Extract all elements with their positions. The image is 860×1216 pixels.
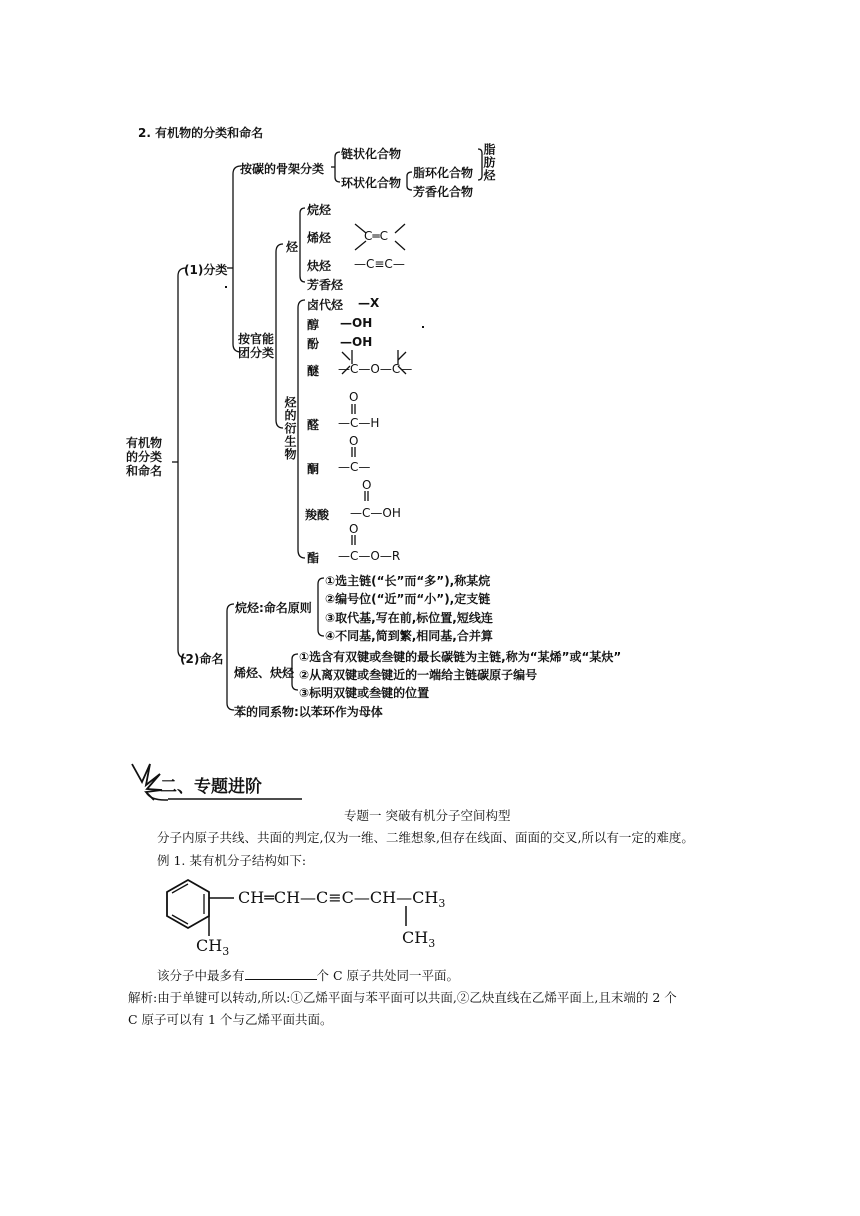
alkane-item: 烷烃	[307, 203, 332, 217]
benzene-homolog-rule: 苯的同系物:以苯环作为母体	[234, 705, 383, 719]
section-title: 2. 有机物的分类和命名	[138, 126, 264, 140]
hydrocarbon-label: 烃	[286, 240, 299, 254]
acid-formula: —C—OH	[350, 506, 401, 520]
naming-label: (2)命名	[180, 652, 224, 666]
structure-ch3-left: $CH_3$	[196, 936, 230, 959]
alkyne-formula: —C≡C—	[354, 257, 405, 271]
ether-formula: —C—O—C—	[338, 362, 413, 376]
alkane-rule-2: ②编号位(“近”而“小”),定支链	[325, 592, 491, 606]
classify-label: (1)分类	[184, 263, 228, 277]
part2-heading: 二、专题进阶	[160, 777, 262, 797]
ester-formula: —C—O—R	[338, 549, 401, 563]
alkene-rule-3: ③标明双键或叁键的位置	[299, 686, 430, 700]
ketone-oxygen: O	[349, 434, 359, 448]
structure-main-chain: $CH═CH—C\equiv C—CH—CH_3$	[238, 888, 446, 911]
alcohol-formula: —OH	[340, 316, 373, 330]
answer-blank[interactable]	[245, 969, 317, 980]
aromatic-compound: 芳香化合物	[413, 185, 474, 199]
aliphatic-label: 脂肪烃	[482, 143, 496, 182]
structure-ch3-right: $CH_3$	[402, 928, 436, 951]
phenol-formula: —OH	[340, 335, 373, 349]
phenol-name: 酚	[307, 337, 320, 351]
alicyclic-compound: 脂环化合物	[413, 166, 474, 180]
alcohol-name: 醇	[307, 318, 320, 332]
topic-title: 专题一 突破有机分子空间构型	[344, 808, 511, 823]
example-label: 例 1. 某有机分子结构如下:	[157, 853, 307, 868]
analysis-line-2: C 原子可以有 1 个与乙烯平面共面。	[128, 1012, 333, 1027]
ester-oxygen: O	[349, 522, 359, 536]
halide-formula: —X	[358, 296, 380, 310]
aldehyde-formula: —C—H	[338, 416, 380, 430]
alkane-rule-4: ④不同基,简到繁,相同基,合并算	[325, 629, 493, 643]
alkane-rule-1: ①选主链(“长”而“多”),称某烷	[325, 574, 491, 588]
alkane-rule-3: ③取代基,写在前,标位置,短线连	[325, 611, 493, 625]
ketone-formula: —C—	[338, 460, 371, 474]
alkene-formula: C═C	[364, 229, 388, 243]
carbon-skeleton-label: 按碳的骨架分类	[240, 162, 325, 176]
dot-mark	[225, 286, 227, 288]
aldehyde-oxygen: O	[349, 390, 359, 404]
alkene-naming-label: 烯烃、炔烃	[234, 666, 295, 680]
root-label: 有机物的分类和命名	[126, 436, 163, 478]
alkane-naming-label: 烷烃:命名原则	[235, 601, 312, 615]
chain-compound: 链状化合物	[341, 147, 402, 161]
aldehyde-name: 醛	[307, 418, 320, 432]
ketone-name: 酮	[307, 462, 320, 476]
derivatives-label: 烃的衍生物	[283, 396, 297, 461]
analysis-line-1: 解析:由于单键可以转动,所以:①乙烯平面与苯平面可以共面,②乙炔直线在乙烯平面上,且末端的 2 个	[128, 990, 677, 1005]
alkene-item: 烯烃	[307, 231, 332, 245]
alkene-rule-2: ②从离双键或叁键近的一端给主链碳原子编号	[299, 668, 538, 682]
acid-oxygen: O	[362, 478, 372, 492]
halide-name: 卤代烃	[307, 298, 344, 312]
ring-compound: 环状化合物	[341, 176, 402, 190]
alkyne-item: 炔烃	[307, 259, 332, 273]
intro-paragraph: 分子内原子共线、共面的判定,仅为一维、二维想象,但存在线面、面面的交叉,所以有一定的难度。	[157, 830, 694, 845]
functional-group-label: 按官能团分类	[238, 332, 275, 360]
aromatic-hydrocarbon-item: 芳香烃	[307, 278, 344, 292]
alkene-rule-1: ①选含有双键或叁键的最长碳链为主链,称为“某烯”或“某炔”	[299, 650, 622, 664]
acid-name: 羧酸	[305, 508, 330, 522]
question-text: 该分子中最多有 个 C 原子共处同一平面。	[157, 968, 460, 983]
ester-name: 酯	[307, 551, 320, 565]
ether-name: 醚	[307, 364, 320, 378]
